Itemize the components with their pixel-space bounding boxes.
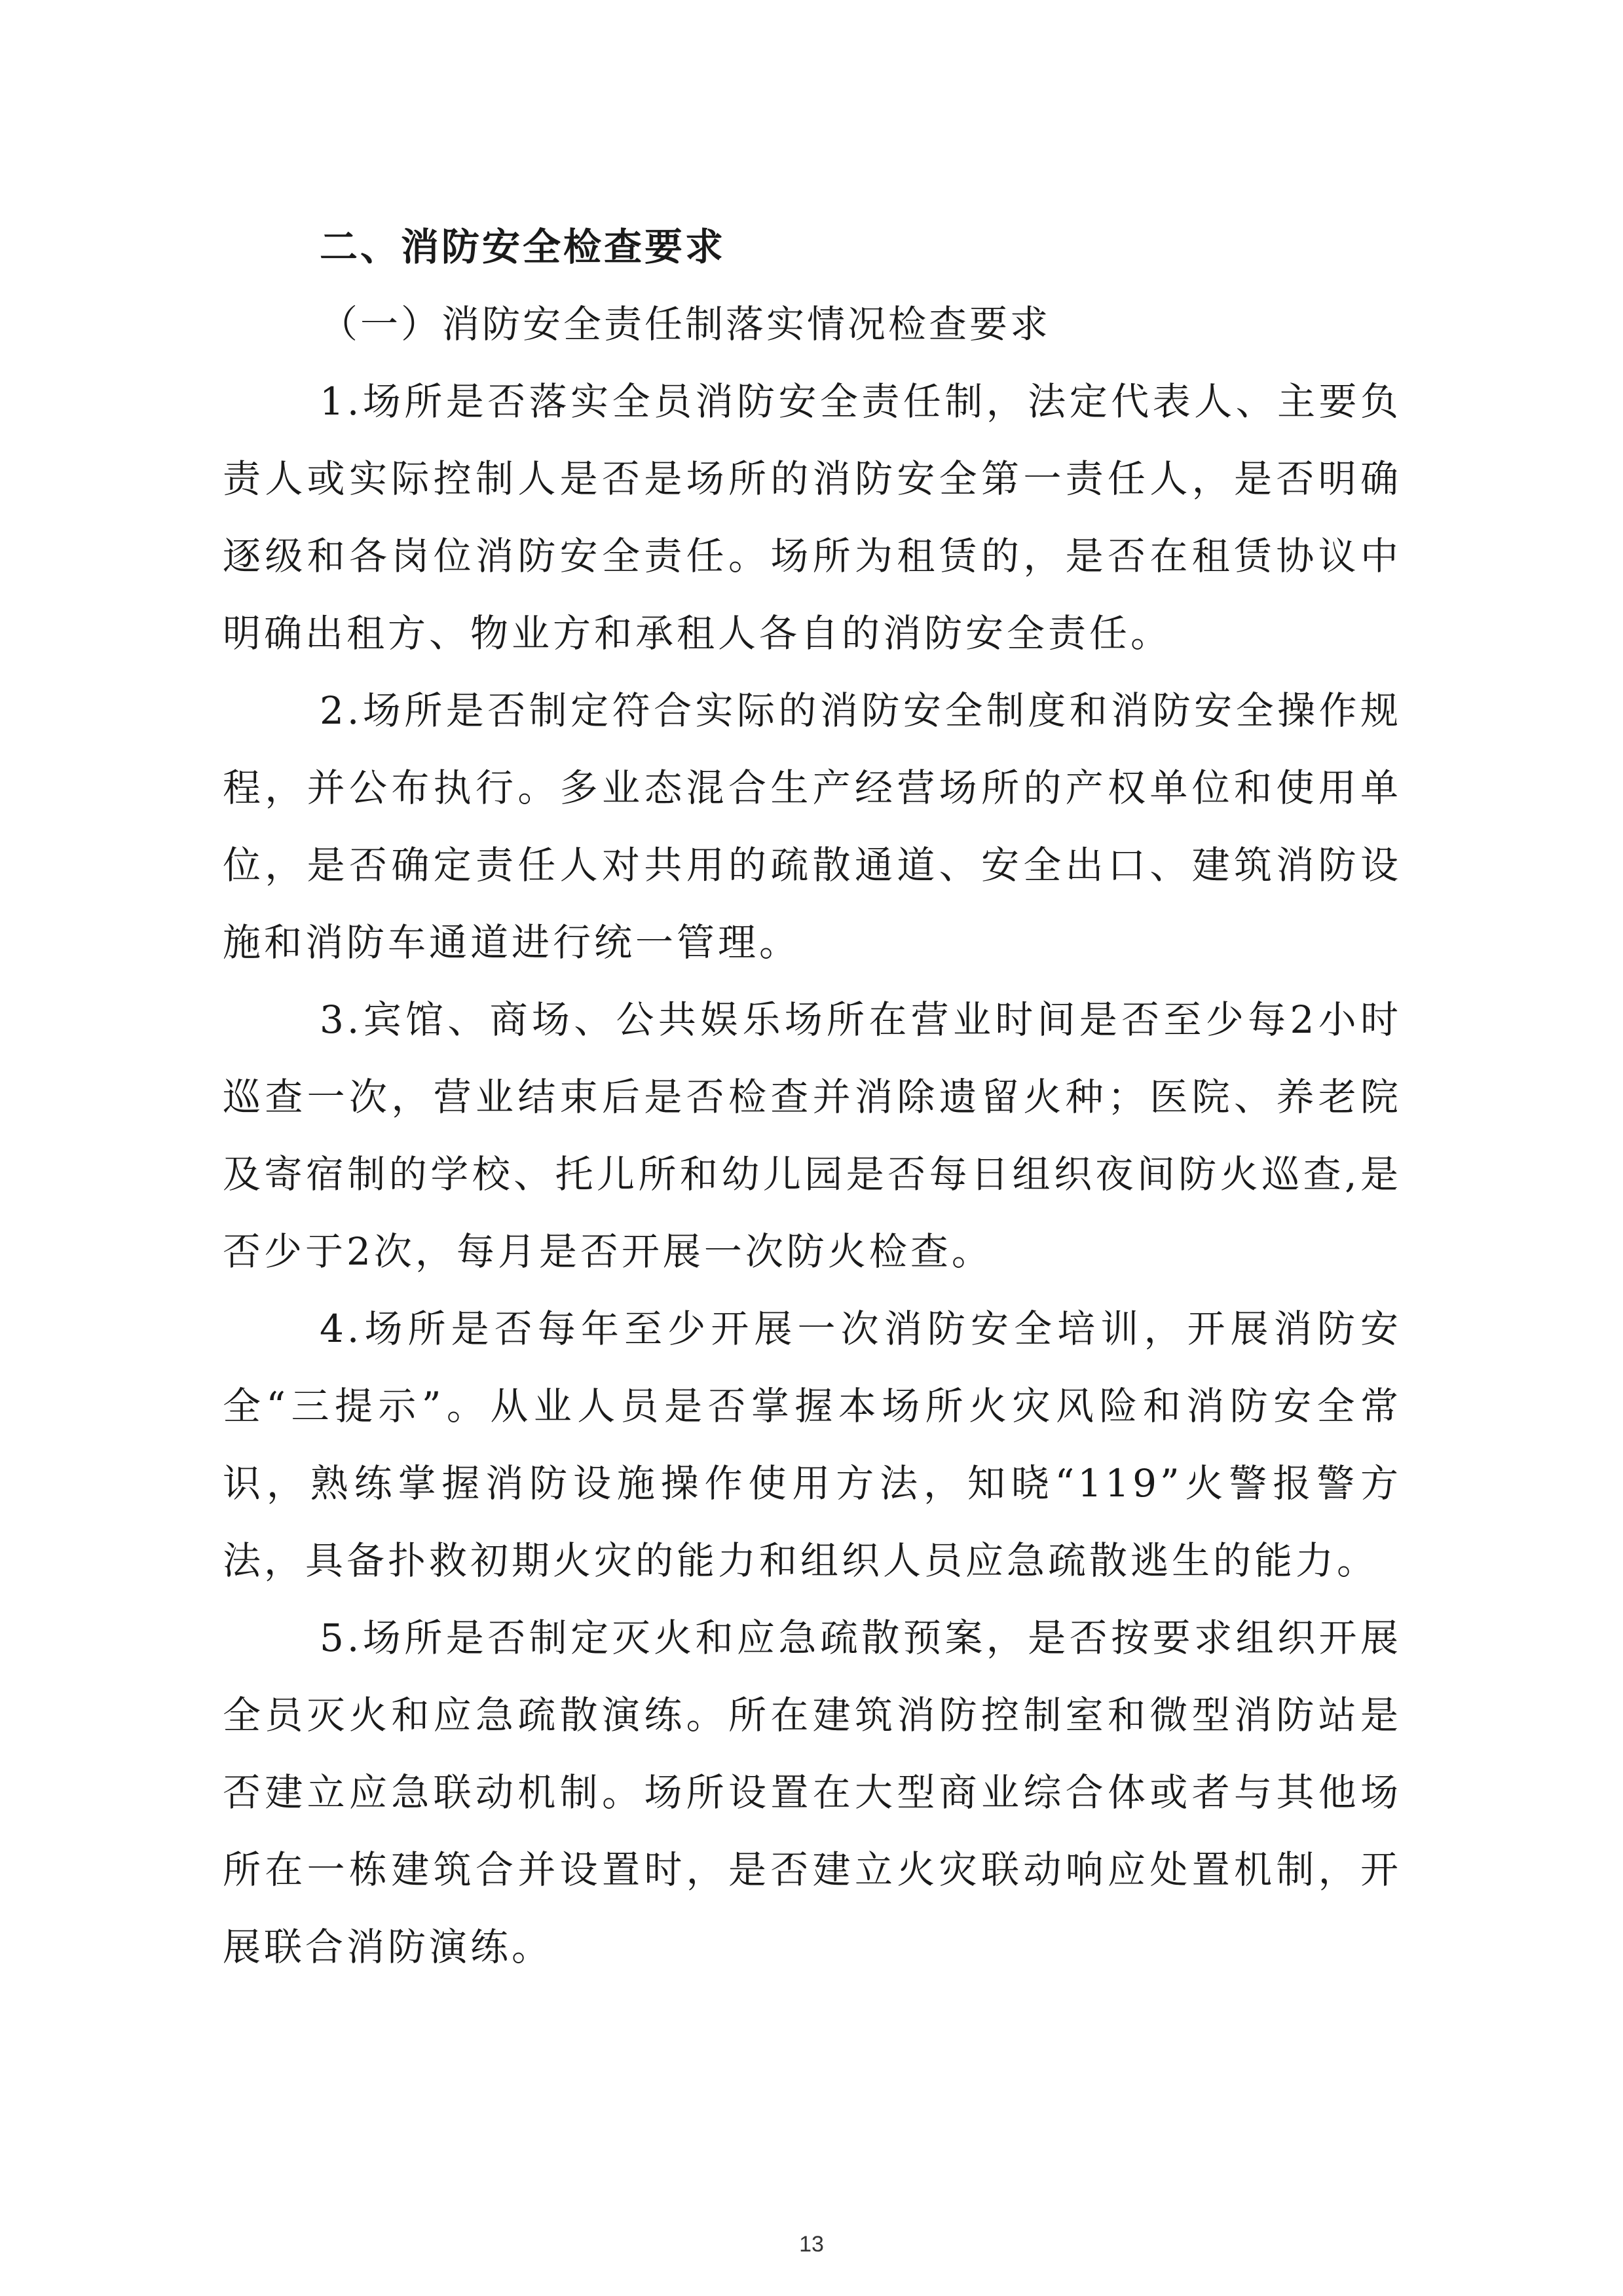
paragraph-1: 1.场所是否落实全员消防安全责任制，法定代表人、主要负责人或实际控制人是否是场所的消防安全第一责任人，是否明确逐级和各岗位消防安全责任。场所为租赁的，是否在租赁协议中明确出租方、物业方和承租人各自的消防安全责任。	[223, 379, 1402, 656]
paragraph-5: 5.场所是否制定灭火和应急疏散预案，是否按要求组织开展全员灭火和应急疏散演练。所在建筑消防控制室和微型消防站是否建立应急联动机制。场所设置在大型商业综合体或者与其他场 所在一栋建筑合并设置时，是否建立火灾联动响应处置机制，开展联合消防演练。	[223, 1616, 1402, 1969]
paragraph-2: 2.场所是否制定符合实际的消防安全制度和消防安全操作规程，并公布执行。多业态混合生产经营场所的产权单位和使用单位，是否确定责任人对共用的疏散通道、安全出口、建筑消防设施和消防车通道进行统一管理。	[223, 688, 1402, 965]
section-heading: 二、消防安全检查要求	[320, 225, 726, 269]
paragraph-3: 3.宾馆、商场、公共娱乐场所在营业时间是否至少每2小时巡查一次，营业结束后是否检查并消除遗留火种；医院、养老院及寄宿制的学校、托儿所和幼儿园是否每日组织夜间防火巡查,是否少于2次，每月是否开展一次防火检查。	[223, 997, 1402, 1274]
subsection-heading: （一）消防安全责任制落实情况检查要求	[320, 302, 1051, 346]
page-number: 13	[799, 2232, 824, 2257]
paragraph-4: 4.场所是否每年至少开展一次消防安全培训，开展消防安全“三提示”。从业人员是否掌握本场所火灾风险和消防安全常识，熟练掌握消防设施操作使用方法，知晓“119”火警报警方法，具备扑救初期火灾的能力和组织人员应急疏散逃生的能力。	[223, 1306, 1402, 1583]
document-body	[223, 208, 1402, 1986]
